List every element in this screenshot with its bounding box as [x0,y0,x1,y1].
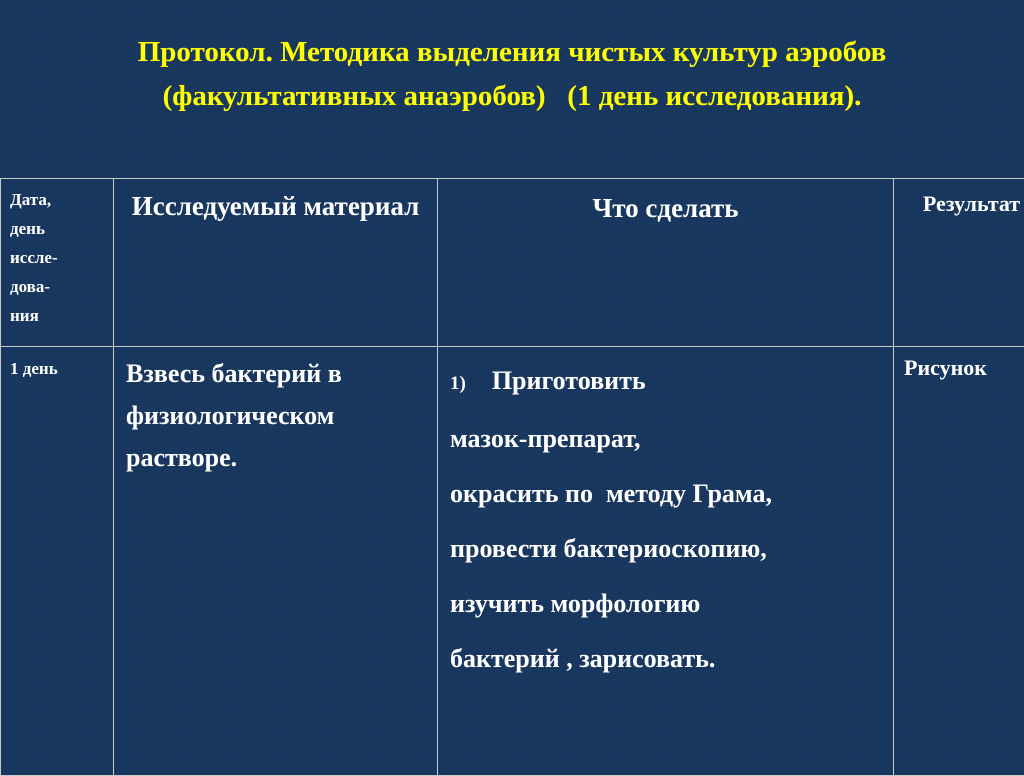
todo-line: изучить морфологию [450,576,885,631]
title-line-1: Протокол. Методика выделения чистых культур аэробов [20,30,1004,74]
protocol-table [0,178,1024,776]
header-date-line: Дата, [10,185,113,214]
header-date-line: иссле- [10,243,113,272]
todo-text: Приготовить [492,366,646,395]
header-date-line: день [10,214,113,243]
todo-line: окрасить по методу Грама, [450,466,885,521]
todo-line: мазок-препарат, [450,411,885,466]
slide-title [20,30,1004,118]
todo-number: 1) [450,373,466,394]
cell-result: Рисунок [894,347,1024,776]
header-date [1,179,114,347]
table-header-row [1,179,1024,347]
table-row [1,347,1024,776]
cell-material: Взвесь бактерий в физиологическом растворе. [114,347,438,776]
title-line-2: (факультативных анаэробов) (1 день исследования). [20,74,1004,118]
todo-line [450,353,885,411]
header-result: Результат [894,179,1024,347]
cell-todo [438,347,894,776]
cell-day: 1 день [1,347,114,776]
todo-line: бактерий , зарисовать. [450,631,885,686]
header-date-line: ния [10,301,113,330]
header-todo: Что сделать [438,179,894,347]
header-date-line: дова- [10,272,113,301]
header-material: Исследуемый материал [114,179,438,347]
todo-line: провести бактериоскопию, [450,521,885,576]
